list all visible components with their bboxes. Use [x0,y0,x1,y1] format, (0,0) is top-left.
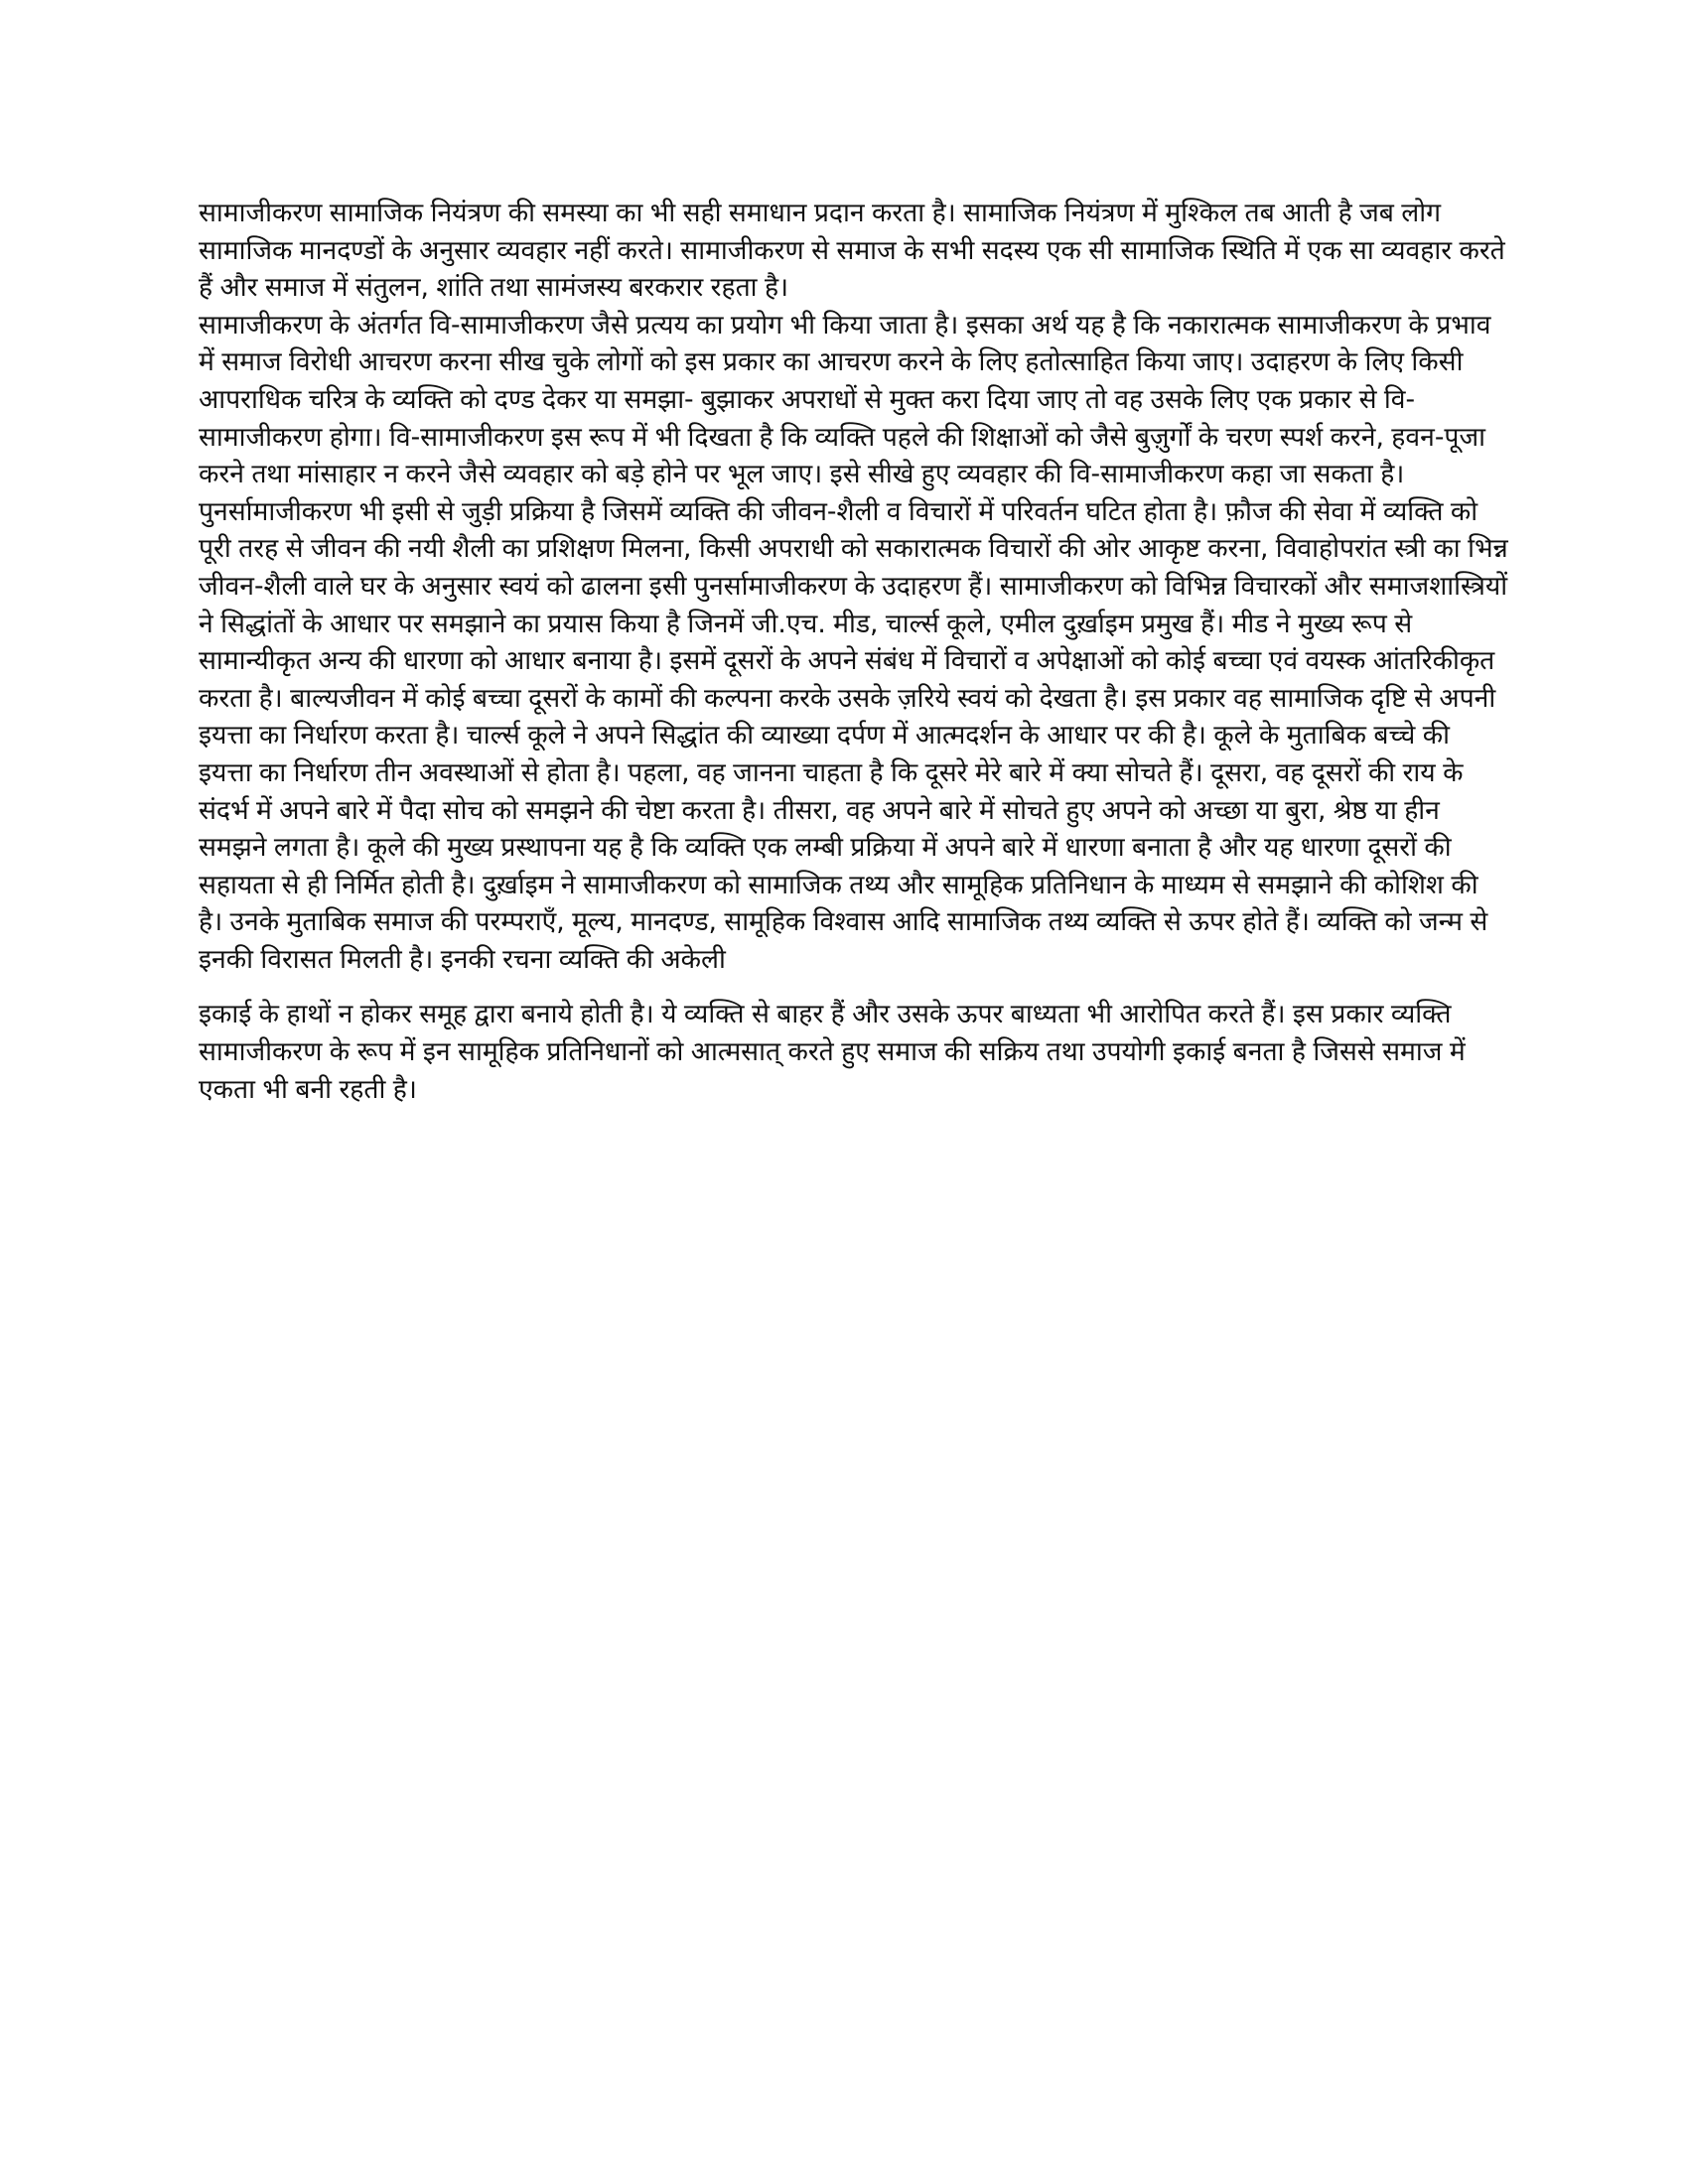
paragraph-resocialization-theories: पुनर्सामाजीकरण भी इसी से जुड़ी प्रक्रिया है जिसमें व्यक्ति की जीवन-शैली व विचारों में परिवर्तन घटित होता है। फ़ौज की सेवा में व्यक्ति को पूरी तरह से जीवन की नयी शैली का प्रशिक्षण मिलना, किसी अपराधी को सकारात्मक विचारों की ओर आकृष्ट करना, विवाहोपरांत स्त्री का भिन्न जीवन-शैली वाले घर के अनुसार स्वयं को ढालना इसी पुनर्सामाजीकरण के उदाहरण हैं। सामाजीकरण को विभिन्न विचारकों और समाजशास्त्रियों ने सिद्धांतों के आधार पर समझाने का प्रयास किया है जिनमें जी.एच. मीड, चार्ल्स कूले, एमील दुर्ख़ाइम प्रमुख हैं। मीड ने मुख्य रूप से सामान्यीकृत अन्य की धारणा को आधार बनाया है। इसमें दूसरों के अपने संबंध में विचारों व अपेक्षाओं को कोई बच्चा एवं वयस्क आंतरिकीकृत करता है। बाल्यजीवन में कोई बच्चा दूसरों के कामों की कल्पना करके उसके ज़रिये स्वयं को देखता है। इस प्रकार वह सामाजिक दृष्टि से अपनी इयत्ता का निर्धारण करता है। चार्ल्स कूले ने अपने सिद्धांत की व्याख्या दर्पण में आत्मदर्शन के आधार पर की है। कूले के मुताबिक बच्चे की इयत्ता का निर्धारण तीन अवस्थाओं से होता है। पहला, वह जानना चाहता है कि दूसरे मेरे बारे में क्या सोचते हैं। दूसरा, वह दूसरों की राय के संदर्भ में अपने बारे में पैदा सोच को समझने की चेष्टा करता है। तीसरा, वह अपने बारे में सोचते हुए अपने को अच्छा या बुरा, श्रेष्ठ या हीन समझने लगता है। कूले की मुख्य प्रस्थापना यह है कि व्यक्ति एक लम्बी प्रक्रिया में अपने बारे में धारणा बनाता है और यह धारणा दूसरों की सहायता से ही निर्मित होती है। दुर्ख़ाइम ने सामाजीकरण को सामाजिक तथ्य और सामूहिक प्रतिनिधान के माध्यम से समझाने की कोशिश की है। उनके मुताबिक समाज की परम्पराएँ, मूल्य, मानदण्ड, सामूहिक विश्वास आदि सामाजिक तथ्य व्यक्ति से ऊपर होते हैं। व्यक्ति को जन्म से इनकी विरासत मिलती है। इनकी रचना व्यक्ति की अकेली [199,495,1508,975]
paragraph-socialization-control: सामाजीकरण सामाजिक नियंत्रण की समस्या का भी सही समाधान प्रदान करता है। सामाजिक नियंत्रण में मुश्किल तब आती है जब लोग सामाजिक मानदण्डों के अनुसार व्यवहार नहीं करते। सामाजीकरण से समाज के सभी सदस्य एक सी सामाजिक स्थिति में एक सा व्यवहार करते हैं और समाज में संतुलन, शांति तथा सामंजस्य बरकरार रहता है। [199,198,1505,304]
paragraph-desocialization: सामाजीकरण के अंतर्गत वि-सामाजीकरण जैसे प्रत्यय का प्रयोग भी किया जाता है। इसका अर्थ यह है कि नकारात्मक सामाजीकरण के प्रभाव में समाज विरोधी आचरण करना सीख चुके लोगों को इस प्रकार का आचरण करने के लिए हतोत्साहित किया जाए। उदाहरण के लिए किसी आपराधिक चरित्र के व्यक्ति को दण्ड देकर या समझा- बुझाकर अपराधों से मुक्त करा दिया जाए तो वह उसके लिए एक प्रकार से वि-सामाजीकरण होगा। वि-सामाजीकरण इस रूप में भी दिखता है कि व्यक्ति पहले की शिक्षाओं को जैसे बुज़ुर्गों के चरण स्पर्श करने, हवन-पूजा करने तथा मांसाहार न करने जैसे व्यवहार को बड़े होने पर भूल जाए। इसे सीखे हुए व्यवहार की वि-सामाजीकरण कहा जा सकता है। [199,309,1491,490]
paragraph-collective-representation: इकाई के हाथों न होकर समूह द्वारा बनाये होती है। ये व्यक्ति से बाहर हैं और उसके ऊपर बाध्यता भी आरोपित करते हैं। इस प्रकार व्यक्ति सामाजीकरण के रूप में इन सामूहिक प्रतिनिधानों को आत्मसात् करते हुए समाज की सक्रिय तथा उपयोगी इकाई बनता है जिससे समाज में एकता भी बनी रहती है। [199,999,1466,1105]
document-body [199,195,1509,1108]
